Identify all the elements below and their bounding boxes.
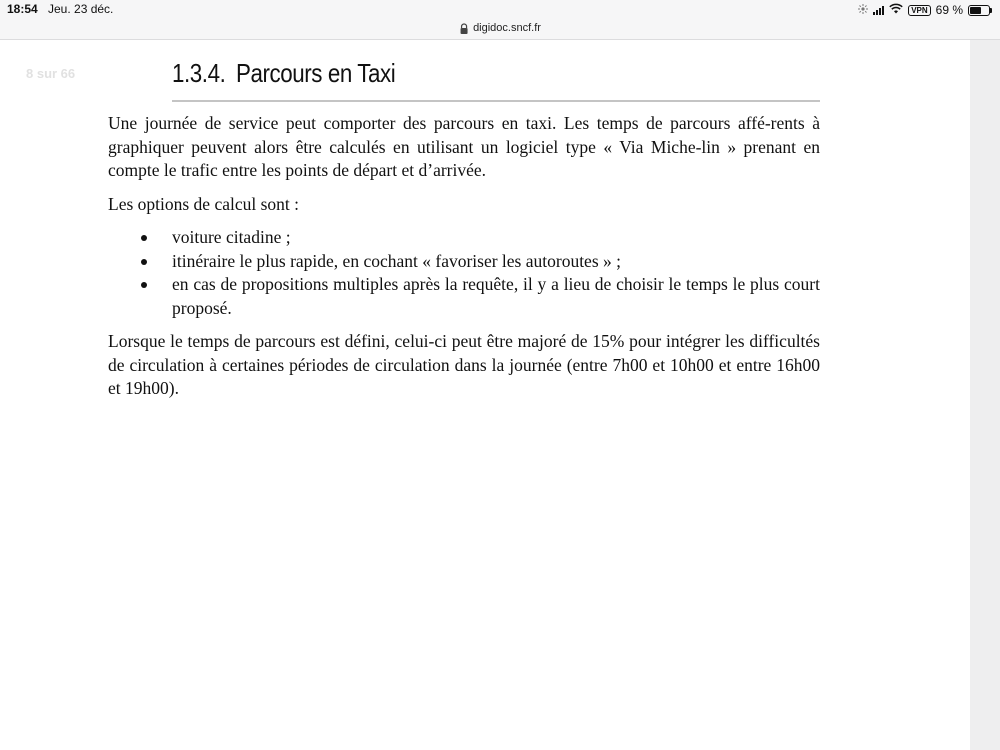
status-indicators	[858, 3, 990, 17]
paragraph-duration: Lorsque le temps de parcours est défini, celui-ci peut être majoré de 15% pour intégrer les difficultés de circulation à certaines périodes de circulation dans la journée (entre 7h00 et 10h00 et entre 16h00 et 19h00).	[108, 331, 820, 398]
list-item-text: en cas de propositions multiples après la requête, il y a lieu de choisir le temps le plus court proposé.	[172, 274, 820, 318]
section-heading	[172, 58, 820, 102]
browser-url-bar	[0, 20, 1000, 40]
bullet-icon	[141, 235, 147, 241]
page-gutter	[970, 40, 1000, 750]
document-page[interactable]	[0, 40, 970, 750]
paragraph-options-lead: Les options de calcul sont :	[108, 193, 300, 214]
bullet-icon	[141, 282, 147, 288]
battery-percent: 69 %	[935, 3, 963, 17]
address-field[interactable]	[459, 20, 541, 36]
document-body	[108, 112, 820, 411]
battery-fill	[970, 7, 981, 14]
url-text: digidoc.sncf.fr	[473, 22, 541, 34]
list-item-text: voiture citadine ;	[172, 227, 291, 247]
paragraph-intro: Une journée de service peut comporter des parcours en taxi. Les temps de parcours affé-rents à graphiquer peuvent alors être calculés en utilisant un logiciel type « Via Miche-lin » prenant en compte le trafic entre les points de départ et d’arrivée.	[108, 113, 820, 180]
bullet-icon	[141, 259, 147, 265]
section-number: 1.3.4.	[172, 58, 226, 88]
lock-icon	[459, 22, 469, 34]
list-item	[108, 250, 820, 274]
status-time: 18:54	[7, 2, 38, 16]
signal-icon	[873, 5, 884, 15]
brightness-icon	[858, 3, 868, 17]
list-item-text: itinéraire le plus rapide, en cochant « favoriser les autoroutes » ;	[172, 250, 622, 271]
wifi-icon	[889, 3, 903, 17]
status-date: Jeu. 23 déc.	[48, 2, 114, 16]
page-indicator: 8 sur 66	[26, 66, 76, 81]
section-title: Parcours en Taxi	[236, 58, 396, 88]
battery-icon	[968, 5, 990, 16]
vpn-badge: VPN	[908, 5, 930, 16]
options-list	[108, 226, 820, 320]
list-item	[108, 226, 820, 250]
list-item	[108, 273, 820, 320]
status-bar	[0, 0, 1000, 20]
